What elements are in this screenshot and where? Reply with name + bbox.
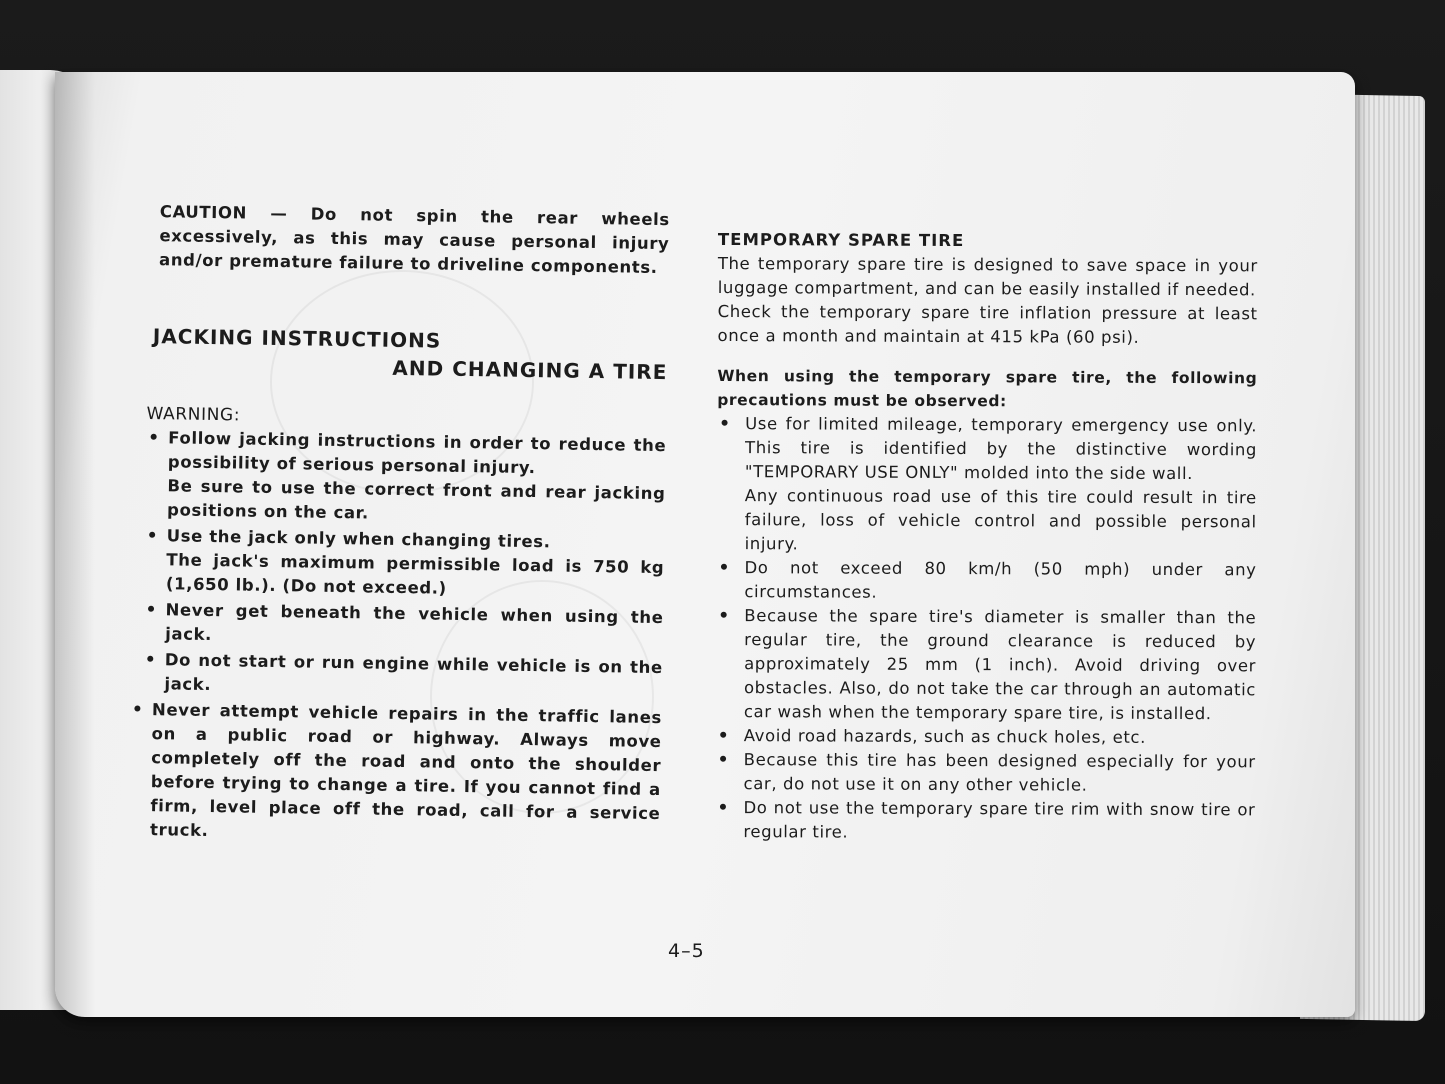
list-item-text: Use for limited mileage, temporary emergency use only. This tire is identified by the distinctive wording "TEMPORARY USE ONLY" molded into the side wall.	[744, 414, 1258, 484]
right-column	[715, 228, 1258, 846]
list-item-text: Do not start or run engine while vehicle is on the jack.	[164, 650, 663, 695]
list-item-text: Do not exceed 80 km/h (50 mph) under any circumstances.	[744, 558, 1257, 602]
bullet-glyph: •	[717, 750, 730, 771]
spare-tire-title: TEMPORARY SPARE TIRE	[717, 229, 965, 251]
section-heading-line-2: AND CHANGING A TIRE	[392, 355, 668, 385]
list-item-text: Never get beneath the vehicle when using the jack.	[165, 600, 664, 645]
list-item	[142, 648, 663, 704]
list-item	[716, 724, 1256, 750]
bullet-glyph: •	[146, 525, 159, 547]
warning-label: WARNING:	[146, 403, 241, 426]
left-column	[131, 200, 670, 852]
list-item	[145, 426, 666, 530]
section-heading-line-1: JACKING INSTRUCTIONS	[152, 324, 442, 353]
list-item-text: Follow jacking instructions in order to reduce the possibility of serious personal injury.	[167, 428, 667, 478]
list-item	[715, 796, 1255, 846]
bullet-glyph: •	[144, 649, 157, 671]
bullet-glyph: •	[145, 599, 158, 621]
list-item	[128, 698, 662, 850]
list-item	[144, 524, 665, 604]
list-item-subtext: Any continuous road use of this tire could result in tire failure, loss of vehicle control and possible personal injury.	[744, 486, 1257, 554]
bullet-glyph: •	[718, 606, 730, 627]
page-number: 4–5	[668, 940, 705, 962]
list-item-subtext: Be sure to use the correct front and rear jacking positions on the car.	[166, 476, 666, 523]
list-item-text: Use the jack only when changing tires.	[166, 526, 551, 552]
list-item	[716, 748, 1256, 798]
list-item	[716, 604, 1257, 726]
precautions-list	[715, 412, 1257, 846]
list-item-subtext: The jack's maximum permissible load is 750 kg (1,650 lb.). (Do not exceed.)	[165, 550, 665, 598]
spare-tire-pressure: Check the temporary spare tire inflation pressure at least once a month and maintain at 415 kPa (60 psi).	[717, 301, 1258, 347]
bullet-glyph: •	[717, 798, 729, 819]
bullet-glyph: •	[131, 699, 144, 720]
bullet-glyph: •	[719, 414, 731, 435]
list-item-text: Never attempt vehicle repairs in the traffic lanes on a public road or highway. Always move completely off the road and onto the shoulder before trying to change a tire. If you cannot find a firm, level place off the road, call for a service truck.	[149, 700, 663, 840]
warning-list	[131, 426, 667, 850]
list-item-text: Avoid road hazards, such as chuck holes, etc.	[743, 726, 1147, 747]
bullet-glyph: •	[717, 726, 730, 747]
bullet-glyph: •	[148, 428, 160, 449]
list-item	[143, 598, 664, 654]
list-item-text: Because the spare tire's diameter is smaller than the regular tire, the ground clearance is reduced by approximately 25 mm (1 inch). Avoid driving over obstacles. Also, do not take the car through an automatic car wash when the temporary spare tire, is installed.	[743, 606, 1257, 724]
list-item	[716, 556, 1256, 606]
caution-note: CAUTION — Do not spin the rear wheels excessively, as this may cause personal injury and/or premature failure to driveline components.	[158, 202, 670, 277]
list-item-text: Do not use the temporary spare tire rim with snow tire or regular tire.	[743, 798, 1256, 842]
list-item-text: Because this tire has been designed especially for your car, do not use it on any other vehicle.	[743, 750, 1256, 795]
list-item	[717, 412, 1258, 558]
precautions-heading: When using the temporary spare tire, the following precautions must be observed:	[717, 366, 1258, 411]
spare-tire-intro: The temporary spare tire is designed to save space in your luggage compartment, and can be easily installed if needed.	[717, 253, 1258, 300]
bullet-glyph: •	[718, 558, 731, 579]
